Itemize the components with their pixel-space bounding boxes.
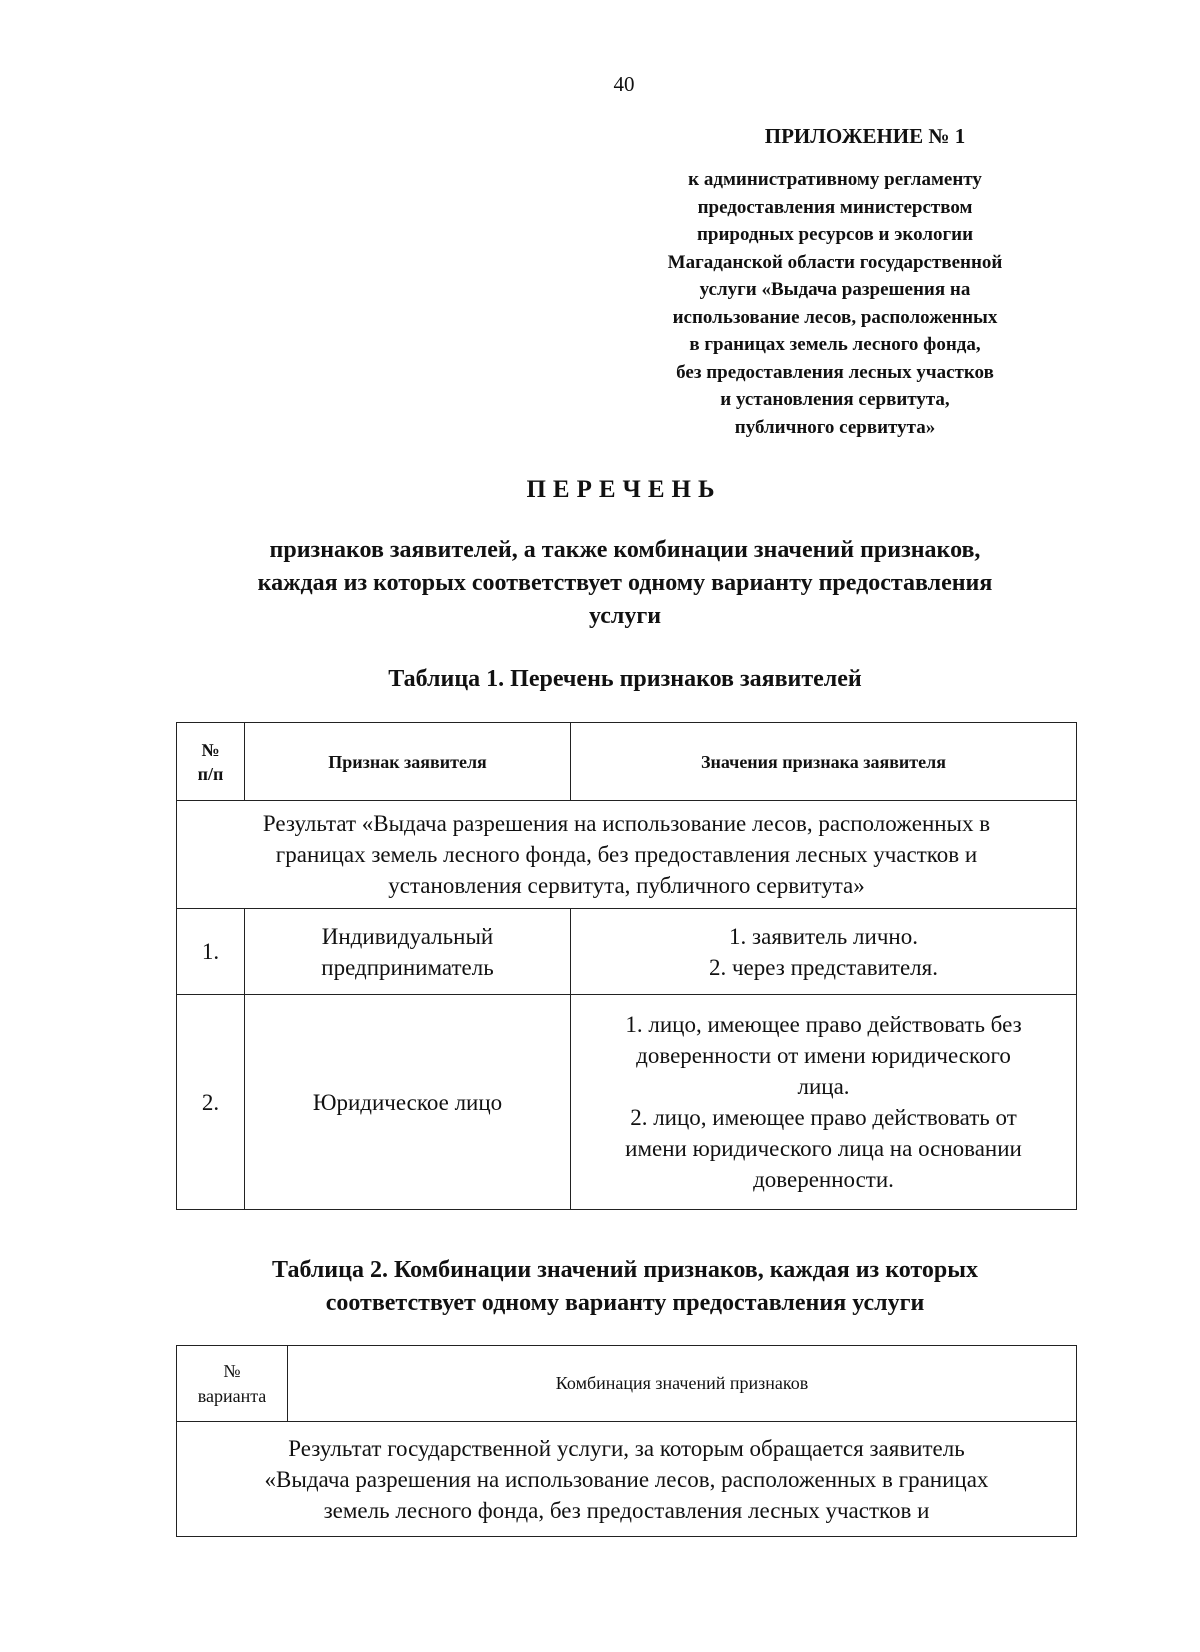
appendix-subtitle-line: публичного сервитута»	[734, 416, 936, 438]
table1-header-number-line1: №	[201, 739, 220, 760]
appendix-subtitle-line: к административному регламенту	[688, 169, 982, 190]
row-value-line: доверенности от имени юридического	[636, 1043, 1011, 1068]
table2-result-line: Результат государственной услуги, за которым обращается заявитель	[288, 1435, 965, 1461]
table1-result-line: установления сервитута, публичного сервитута»	[388, 873, 865, 898]
appendix-subtitle-line: использование лесов, расположенных	[672, 306, 998, 328]
row-values	[571, 995, 1077, 1210]
table2-header-row	[177, 1346, 1077, 1422]
table1-header-row	[177, 723, 1077, 801]
row-value-line: 1. заявитель лично.	[729, 923, 918, 949]
row-attribute-line: Индивидуальный	[321, 923, 494, 949]
table2-result-line: земель лесного фонда, без предоставления лесных участков и	[323, 1497, 930, 1523]
table2-header-number-line1: №	[223, 1360, 241, 1381]
row-value-line: имени юридического лица на основании	[625, 1136, 1022, 1161]
table1-header-attribute: Признак заявителя	[245, 723, 571, 801]
page-number: 40	[613, 72, 635, 96]
table-row	[177, 909, 1077, 995]
row-attribute-line: предприниматель	[321, 954, 494, 980]
table1-result-line: Результат «Выдача разрешения на использование лесов, расположенных в	[262, 811, 991, 836]
row-values	[571, 909, 1077, 995]
table2-caption-line: Таблица 2. Комбинации значений признаков, каждая из которых	[272, 1257, 978, 1283]
row-number: 2.	[177, 995, 245, 1210]
table1-header-number	[177, 723, 245, 801]
document-subtitle	[150, 534, 1100, 633]
row-number: 1.	[177, 909, 245, 995]
row-attribute	[245, 909, 571, 995]
document-title: ПЕРЕЧЕНЬ	[526, 476, 722, 503]
row-value-line: 2. лицо, имеющее право действовать от	[630, 1105, 1017, 1130]
table2-header-number	[177, 1346, 288, 1422]
table1-result-line: границах земель лесного фонда, без предоставления лесных участков и	[275, 842, 978, 867]
table2-result-row	[177, 1422, 1077, 1537]
row-attribute	[245, 995, 571, 1210]
document-subtitle-line: признаков заявителей, а также комбинации значений признаков,	[269, 537, 981, 563]
appendix-subtitle-line: Магаданской области государственной	[667, 251, 1003, 273]
appendix-subtitle-line: и установления сервитута,	[720, 389, 950, 410]
table1	[176, 722, 1077, 1210]
row-value-line: доверенности.	[753, 1167, 894, 1192]
document-subtitle-line: каждая из которых соответствует одному варианту предоставления	[257, 570, 993, 596]
table2-header-number-line2: варианта	[197, 1385, 267, 1406]
row-value-line: 1. лицо, имеющее право действовать без	[625, 1012, 1022, 1037]
table-row	[177, 995, 1077, 1210]
appendix-subtitle-line: природных ресурсов и экологии	[696, 224, 974, 245]
appendix-subtitle-line: услуги «Выдача разрешения на	[699, 279, 971, 300]
appendix-subtitle-line: предоставления министерством	[697, 196, 973, 218]
table1-caption: Таблица 1. Перечень признаков заявителей	[388, 666, 862, 692]
appendix-title: ПРИЛОЖЕНИЕ № 1	[764, 124, 966, 148]
table2-result-cell	[177, 1422, 1077, 1537]
table2-caption-line: соответствует одному варианту предоставления услуги	[325, 1290, 925, 1316]
table1-result-cell	[177, 801, 1077, 909]
table2	[176, 1345, 1077, 1537]
appendix-subtitle-line: в границах земель лесного фонда,	[689, 334, 981, 355]
table1-header-values: Значения признака заявителя	[571, 723, 1077, 801]
table2-header-combination: Комбинация значений признаков	[288, 1346, 1077, 1422]
row-value-line: 2. через представителя.	[708, 954, 938, 980]
row-attribute-line: Юридическое лицо	[312, 1089, 503, 1115]
appendix-subtitle-line: без предоставления лесных участков	[676, 361, 994, 383]
row-value-line: лица.	[797, 1074, 850, 1099]
document-subtitle-line: услуги	[588, 603, 662, 629]
table1-result-row	[177, 801, 1077, 909]
table2-result-line: «Выдача разрешения на использование лесов, расположенных в границах	[264, 1466, 989, 1492]
appendix-subtitle	[600, 166, 1070, 441]
table2-caption	[150, 1254, 1100, 1320]
table1-header-number-line2: п/п	[197, 763, 224, 784]
